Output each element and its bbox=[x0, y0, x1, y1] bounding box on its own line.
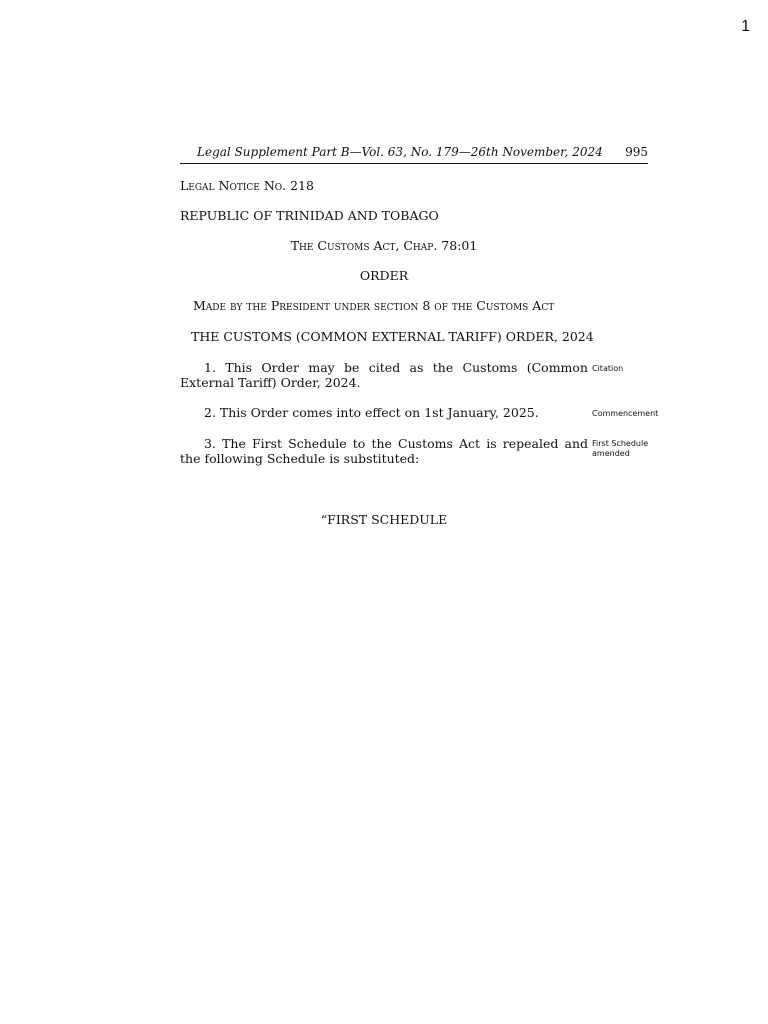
order-heading: ORDER bbox=[359, 268, 409, 283]
page-number: 1 bbox=[741, 18, 750, 35]
section-2-text: 2. This Order comes into effect on 1st January, 2025. bbox=[204, 405, 539, 420]
margin-note-citation: Citation bbox=[592, 364, 624, 373]
margin-note-first-schedule: First Schedule amended bbox=[592, 439, 649, 458]
schedule-heading: “FIRST SCHEDULE bbox=[320, 512, 448, 527]
section-1-text: 1. This Order may be cited as the Customs (Common External Tariff) Order, 2024. bbox=[180, 360, 588, 390]
legal-notice-number: Legal Notice No. 218 bbox=[180, 178, 314, 193]
order-title: THE CUSTOMS (COMMON EXTERNAL TARIFF) ORDER, 2024 bbox=[191, 329, 594, 344]
country-name: REPUBLIC OF TRINIDAD AND TOBAGO bbox=[180, 208, 439, 223]
made-by-statement: Made by the President under section 8 of the Customs Act bbox=[193, 298, 555, 313]
header-page-number: 995 bbox=[625, 145, 648, 159]
section-3-text: 3. The First Schedule to the Customs Act is repealed and the following Schedule is substituted: bbox=[180, 436, 588, 466]
act-title: The Customs Act, Chap. 78:01 bbox=[290, 238, 478, 253]
header-title: Legal Supplement Part B—Vol. 63, No. 179—26th November, 2024 bbox=[197, 145, 603, 159]
margin-note-commencement: Commencement bbox=[592, 409, 659, 418]
running-header bbox=[180, 145, 648, 164]
